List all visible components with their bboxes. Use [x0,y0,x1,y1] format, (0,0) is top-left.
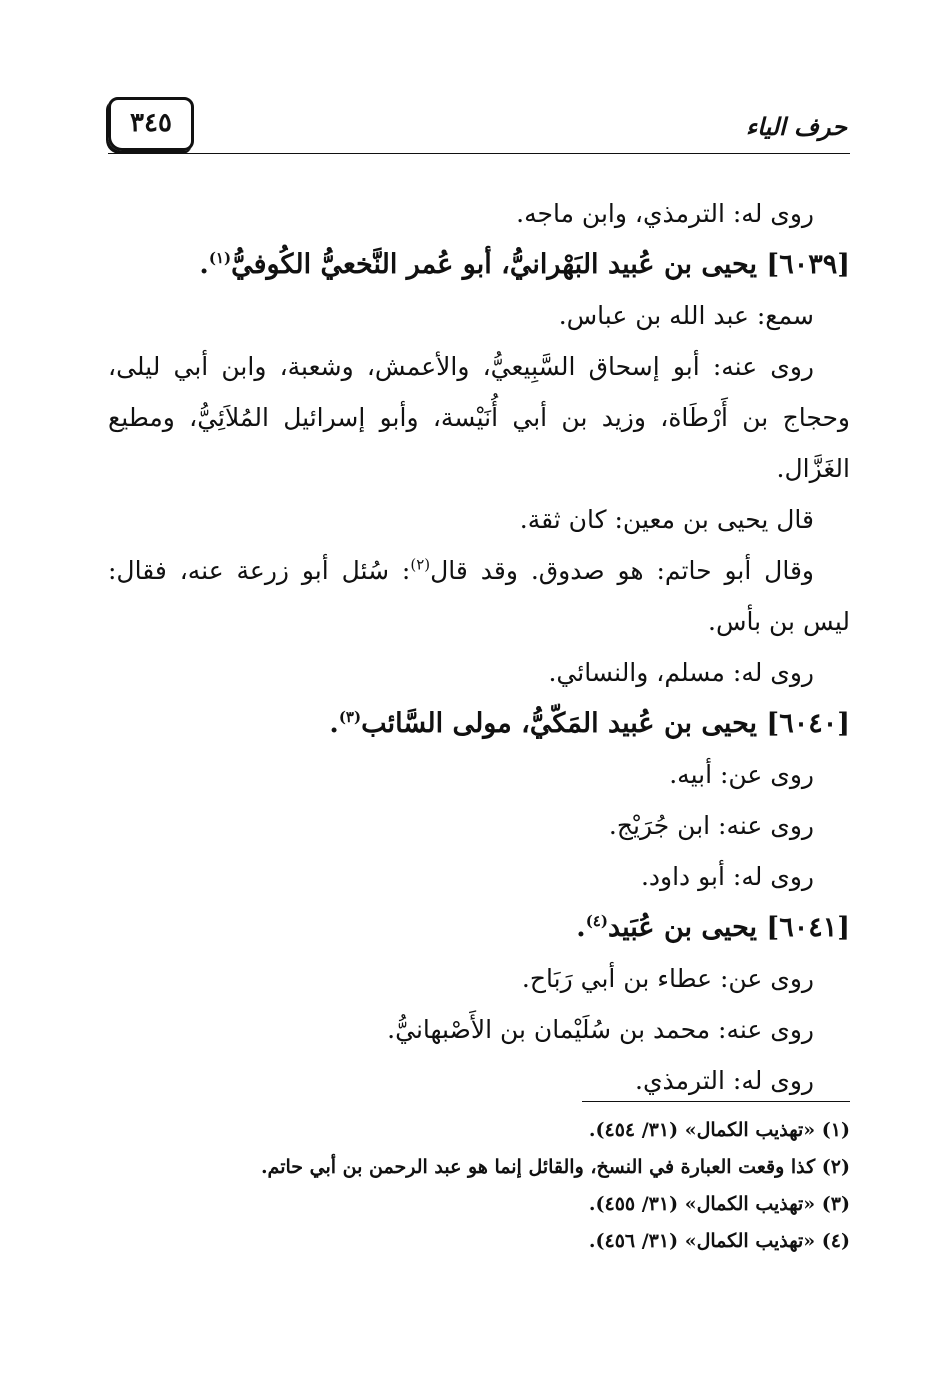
entry-number-open-bracket: [ [837,912,850,943]
footnote-marker: (٢) [410,555,431,574]
running-head: حرف الياء [745,112,847,141]
text-line: روى له: الترمذي. [635,1066,814,1095]
entry-name: يحيى بن عُبيد المَكّيُّ، مولى السَّائب [361,708,758,739]
text-line: الغَزَّال. [776,454,850,483]
footnotes [200,1112,850,1260]
entry-number: ٦٠٤٠ [779,708,838,739]
footnote: (١) «تهذيب الكمال» (٣١/ ٤٥٤). [588,1119,850,1141]
entry-heading: [٦٠٤١] يحيى بن عُبَيد$^{(٤)}$. [576,912,850,943]
header-divider [108,153,850,154]
entry-number-open-bracket: [ [837,708,850,739]
text-line: روى عن: عطاء بن أبي رَبَاح. [521,964,814,993]
text-line: ليس بن بأس. [708,607,850,636]
text-line: سمع: عبد الله بن عباس. [558,301,814,330]
text-line: روى له: مسلم، والنسائي. [548,658,814,687]
entry-heading: [٦٠٣٩] يحيى بن عُبيد البَهْرانيُّ، أبو عُمر النَّخعيُّ الكُوفيُّ$^{(١)}$. [199,249,850,280]
text-line: روى عنه: أبو إسحاق السَّبِيعيُّ، والأعمش، وشعبة، وابن أبي ليلى، [108,352,814,381]
entry-number: ٦٠٤١ [779,912,838,943]
text-line: روى عنه: ابن جُرَيْج. [608,811,814,840]
footnote-marker: (٤) [585,912,608,930]
text-line: روى عن: أبيه. [669,760,814,789]
footnote: (٢) كذا وقعت العبارة في النسخ، والقائل إنما هو عبد الرحمن بن أبي حاتم. [260,1156,850,1178]
footnote-divider [582,1101,850,1102]
text-line: روى له: الترمذي، وابن ماجه. [516,199,814,228]
main-text [108,188,850,1106]
text-line: روى له: أبو داود. [640,862,814,891]
page-number: ٣٤٥ [108,97,194,151]
text-segment: : سُئل أبو زرعة عنه، فقال: [108,556,411,585]
entry-number-close-bracket: ] [766,912,780,943]
footnote: (٤) «تهذيب الكمال» (٣١/ ٤٥٦). [588,1230,850,1252]
text-line: قال يحيى بن معين: كان ثقة. [519,505,814,534]
text-line: وحجاج بن أَرْطَاة، وزيد بن أبي أُنَيْسة، وأبو إسرائيل المُلاَئِيُّ، ومطيع [108,403,850,432]
footnote-marker: (٣) [338,708,362,726]
footnote-marker: (١) [208,249,232,267]
text-segment: وقال أبو حاتم: هو صدوق. وقد قال [430,556,814,585]
footnote: (٣) «تهذيب الكمال» (٣١/ ٤٥٥). [588,1193,850,1215]
entry-name: يحيى بن عُبيد البَهْرانيُّ، أبو عُمر النَّخعيُّ الكُوفيُّ [231,249,758,280]
entry-number-close-bracket: ] [766,249,780,280]
text-line [108,545,850,596]
entry-number: ٦٠٣٩ [779,249,838,280]
entry-heading: [٦٠٤٠] يحيى بن عُبيد المَكّيُّ، مولى السَّائب$^{(٣)}$. [329,708,850,739]
entry-number-close-bracket: ] [766,708,780,739]
entry-number-open-bracket: [ [837,249,850,280]
text-line: روى عنه: محمد بن سُلَيْمان بن الأَصْبهانيُّ. [387,1015,814,1044]
entry-name: يحيى بن عُبَيد [607,912,758,943]
